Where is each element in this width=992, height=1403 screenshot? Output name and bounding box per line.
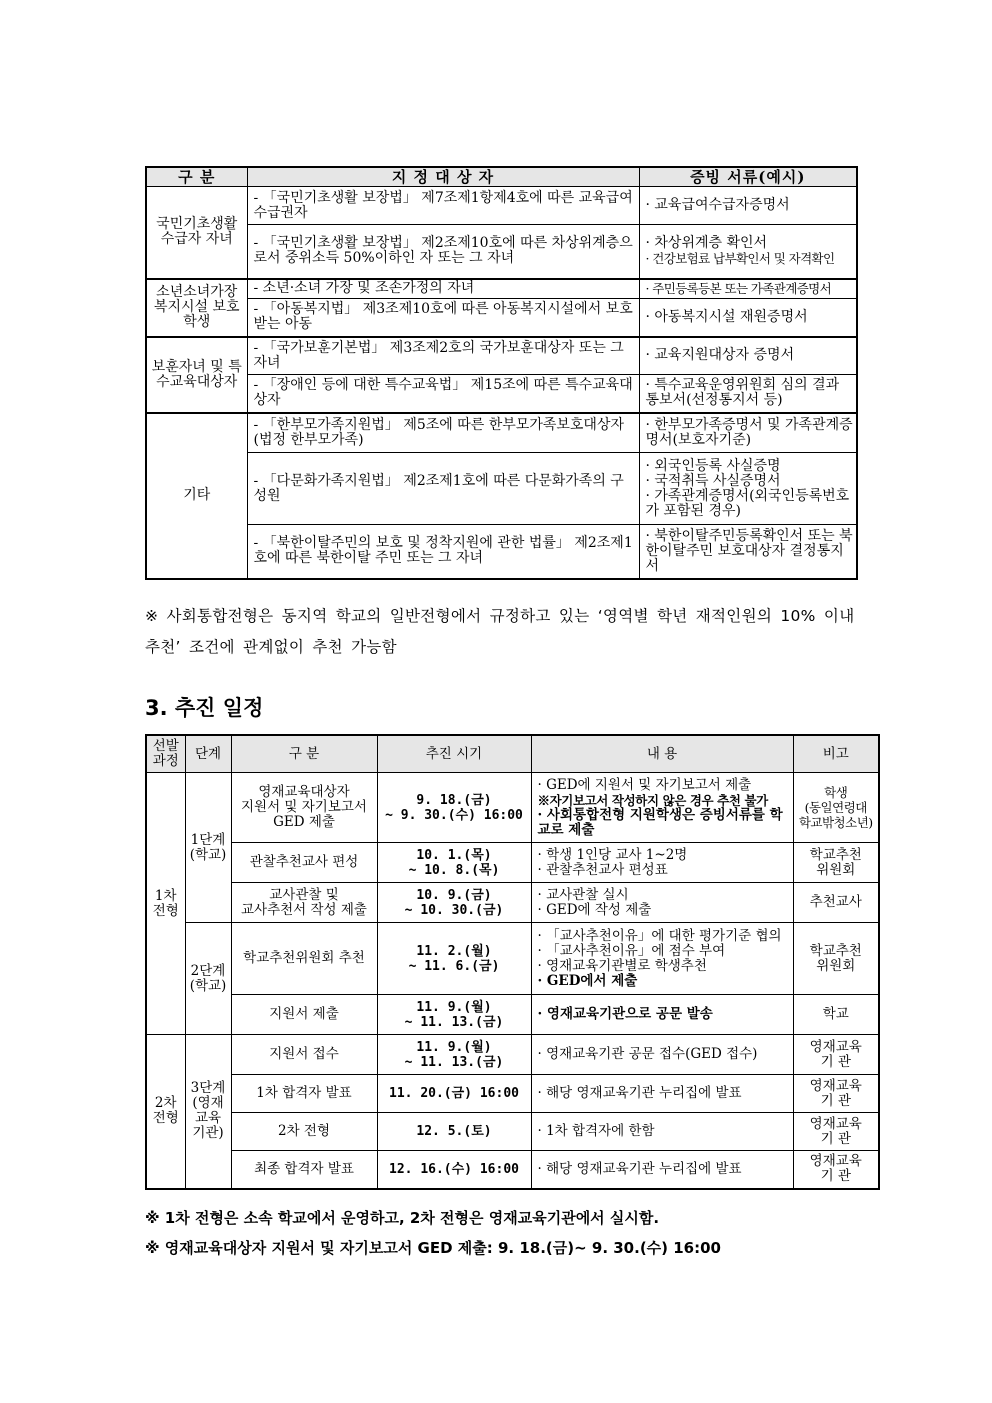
item-cell: 관찰추천교사 편성 bbox=[231, 843, 377, 883]
target-cell: - 「아동복지법」 제3조제10호에 따른 아동복지시설에서 보호받는 아동 bbox=[247, 299, 639, 337]
content-cell bbox=[531, 995, 793, 1035]
content-line: · 학생 1인당 교사 1~2명 bbox=[537, 846, 688, 863]
header-category: 구 분 bbox=[146, 167, 247, 187]
item-cell: 영재교육대상자 지원서 및 자기보고서 GED 제출 bbox=[231, 773, 377, 843]
eligibility-table-header bbox=[146, 167, 857, 187]
period-cell: 11. 2.(월) ~ 11. 6.(금) bbox=[377, 923, 531, 995]
category-cell: 국민기초생활 수급자 자녀 bbox=[146, 187, 247, 279]
table-row bbox=[146, 279, 857, 299]
docs-cell bbox=[639, 375, 857, 413]
period-cell: 12. 5.(토) bbox=[377, 1113, 531, 1151]
content-line: · 영재교육기관으로 공문 발송 bbox=[537, 1006, 713, 1022]
content-line: · 사회통합전형 지원학생은 증빙서류를 학교로 제출 bbox=[537, 806, 783, 838]
content-line: · 1차 합격자에 한함 bbox=[537, 1123, 655, 1139]
table-row bbox=[146, 413, 857, 453]
header-period: 추진 시기 bbox=[377, 735, 531, 773]
footnote-2: ※ 영재교육대상자 지원서 및 자기보고서 GED 제출: 9. 18.(금)~ 9. 30.(수) 16:00 bbox=[145, 1239, 721, 1257]
header-process bbox=[146, 735, 185, 773]
content-line: · GED에 지원서 및 자기보고서 제출 bbox=[537, 776, 752, 793]
section-title: 3. 추진 일정 bbox=[145, 696, 264, 720]
table-row bbox=[146, 1075, 879, 1113]
schedule-table bbox=[145, 734, 880, 1190]
table-row bbox=[146, 995, 879, 1035]
table-row bbox=[146, 187, 857, 225]
eligibility-table bbox=[145, 166, 858, 580]
stage-cell: 1차 전형 bbox=[146, 773, 185, 1035]
period-cell: 11. 9.(월) ~ 11. 13.(금) bbox=[377, 995, 531, 1035]
content-cell bbox=[531, 1151, 793, 1189]
target-cell: - 「국민기초생활 보장법」 제2조제10호에 따른 차상위계층으로서 중위소득 50%이하인 자 또는 그 자녀 bbox=[247, 225, 639, 279]
item-cell: 최종 합격자 발표 bbox=[231, 1151, 377, 1189]
remark-cell: 영재교육 기 관 bbox=[793, 1151, 879, 1189]
doc-line: · 한부모가족증명서 및 가족관계증명서(보호자기준) bbox=[645, 416, 853, 448]
content-line: ※자기보고서 작성하지 않은 경우 추천 불가 bbox=[537, 792, 768, 808]
category-cell: 보훈자녀 및 특수교육대상자 bbox=[146, 337, 247, 413]
content-line: · 영재교육기관 공문 접수(GED 접수) bbox=[537, 1046, 758, 1062]
remark-cell: 영재교육 기 관 bbox=[793, 1035, 879, 1075]
content-line: · GED에서 제출 bbox=[537, 972, 638, 989]
doc-line: · 가족관계증명서(외국인등록번호가 포함된 경우) bbox=[645, 487, 850, 519]
table-row bbox=[146, 453, 857, 525]
docs-cell bbox=[639, 187, 857, 225]
schedule-table-header bbox=[146, 735, 879, 773]
item-cell: 1차 합격자 발표 bbox=[231, 1075, 377, 1113]
content-cell bbox=[531, 923, 793, 995]
doc-line: · 교육지원대상자 증명서 bbox=[645, 347, 795, 364]
table-row bbox=[146, 883, 879, 923]
header-target: 지 정 대 상 자 bbox=[247, 167, 639, 187]
table-row bbox=[146, 1113, 879, 1151]
docs-cell bbox=[639, 225, 857, 279]
content-cell bbox=[531, 843, 793, 883]
table-row bbox=[146, 337, 857, 375]
doc-line: · 차상위계층 확인서 bbox=[645, 235, 768, 252]
doc-line: · 국적취득 사실증명서 bbox=[645, 472, 781, 489]
doc-line: · 특수교육운영위원회 심의 결과 통보서(선정통지서 등) bbox=[645, 377, 840, 409]
header-process-label: 선발 과정 bbox=[152, 738, 179, 769]
target-cell: - 「장애인 등에 대한 특수교육법」 제15조에 따른 특수교육대상자 bbox=[247, 375, 639, 413]
table-row bbox=[146, 225, 857, 279]
content-line: · 해당 영재교육기관 누리집에 발표 bbox=[537, 1160, 742, 1177]
item-cell: 학교추천위원회 추천 bbox=[231, 923, 377, 995]
remark-cell: 학교추천 위원회 bbox=[793, 923, 879, 995]
docs-cell bbox=[639, 453, 857, 525]
doc-line: · 북한이탈주민등록확인서 또는 북한이탈주민 보호대상자 결정통지서 bbox=[645, 527, 853, 574]
table-row bbox=[146, 923, 879, 995]
content-line: · GED에 작성 제출 bbox=[537, 901, 652, 918]
target-cell: - 「북한이탈주민의 보호 및 정착지원에 관한 법률」 제2조제1호에 따른 북한이탈 주민 또는 그 자녀 bbox=[247, 525, 639, 579]
period-cell: 11. 20.(금) 16:00 bbox=[377, 1075, 531, 1113]
target-cell: - 「국민기초생활 보장법」 제7조제1항제4호에 따른 교육급여 수급권자 bbox=[247, 187, 639, 225]
period-cell: 10. 1.(목) ~ 10. 8.(목) bbox=[377, 843, 531, 883]
step-cell: 2단계 (학교) bbox=[185, 923, 231, 1035]
content-cell bbox=[531, 773, 793, 843]
target-cell: - 소년·소녀 가장 및 조손가정의 자녀 bbox=[247, 279, 639, 299]
content-line: · 「교사추천이유」에 대한 평가기준 협의 bbox=[537, 927, 782, 944]
period-cell: 10. 9.(금) ~ 10. 30.(금) bbox=[377, 883, 531, 923]
item-cell: 2차 전형 bbox=[231, 1113, 377, 1151]
header-step: 단계 bbox=[185, 735, 231, 773]
doc-line: · 건강보험료 납부확인서 및 자격확인 bbox=[645, 251, 835, 267]
table-row bbox=[146, 525, 857, 579]
table-row bbox=[146, 773, 879, 843]
header-remark: 비고 bbox=[793, 735, 879, 773]
doc-line: · 주민등록등본 또는 가족관계증명서 bbox=[645, 281, 832, 297]
docs-cell bbox=[639, 337, 857, 375]
remark-cell: 추천교사 bbox=[793, 883, 879, 923]
header-content: 내 용 bbox=[531, 735, 793, 773]
content-cell bbox=[531, 1075, 793, 1113]
docs-cell bbox=[639, 299, 857, 337]
item-cell: 지원서 접수 bbox=[231, 1035, 377, 1075]
doc-line: · 외국인등록 사실증명 bbox=[645, 457, 781, 474]
stage-cell: 2차 전형 bbox=[146, 1035, 185, 1189]
item-cell: 교사관찰 및 교사추천서 작성 제출 bbox=[231, 883, 377, 923]
remark-cell: 영재교육 기 관 bbox=[793, 1113, 879, 1151]
remark-cell: 영재교육 기 관 bbox=[793, 1075, 879, 1113]
remark-cell: 학교추천 위원회 bbox=[793, 843, 879, 883]
target-cell: - 「다문화가족지원법」 제2조제1호에 따른 다문화가족의 구성원 bbox=[247, 453, 639, 525]
remark-cell: 학생 (동일연령대 학교밖청소년) bbox=[793, 773, 879, 843]
doc-line: · 교육급여수급자증명서 bbox=[645, 197, 790, 213]
content-line: · 영재교육기관별로 학생추천 bbox=[537, 957, 707, 974]
item-cell: 지원서 제출 bbox=[231, 995, 377, 1035]
period-cell: 12. 16.(수) 16:00 bbox=[377, 1151, 531, 1189]
content-cell bbox=[531, 1113, 793, 1151]
social-integration-note: ※ 사회통합전형은 동지역 학교의 일반전형에서 규정하고 있는 ‘영역별 학년 재적인원의 10% 이내 추천’ 조건에 관계없이 추천 가능함 bbox=[145, 607, 855, 656]
table-row bbox=[146, 1151, 879, 1189]
footnote-1: ※ 1차 전형은 소속 학교에서 운영하고, 2차 전형은 영재교육기관에서 실시함. bbox=[145, 1209, 660, 1227]
content-cell bbox=[531, 883, 793, 923]
category-cell: 기타 bbox=[146, 413, 247, 579]
table-row bbox=[146, 299, 857, 337]
remark-cell: 학교 bbox=[793, 995, 879, 1035]
header-item: 구 분 bbox=[231, 735, 377, 773]
docs-cell bbox=[639, 413, 857, 453]
period-cell: 9. 18.(금) ~ 9. 30.(수) 16:00 bbox=[377, 773, 531, 843]
table-row bbox=[146, 1035, 879, 1075]
table-row bbox=[146, 843, 879, 883]
content-line: · 관찰추천교사 편성표 bbox=[537, 861, 668, 878]
table-row bbox=[146, 375, 857, 413]
target-cell: - 「한부모가족지원법」 제5조에 따른 한부모가족보호대상자(법정 한부모가족) bbox=[247, 413, 639, 453]
step-cell: 1단계 (학교) bbox=[185, 773, 231, 923]
content-line: · 교사관찰 실시 bbox=[537, 886, 629, 903]
content-line: · 해당 영재교육기관 누리집에 발표 bbox=[537, 1085, 742, 1101]
content-cell bbox=[531, 1035, 793, 1075]
category-cell: 소년소녀가장 복지시설 보호학생 bbox=[146, 279, 247, 337]
content-line: · 「교사추천이유」에 점수 부여 bbox=[537, 942, 726, 959]
step-cell: 3단계 (영재 교육 기관) bbox=[185, 1035, 231, 1189]
header-docs: 증빙 서류(예시) bbox=[639, 167, 857, 187]
target-cell: - 「국가보훈기본법」 제3조제2호의 국가보훈대상자 또는 그 자녀 bbox=[247, 337, 639, 375]
docs-cell bbox=[639, 525, 857, 579]
doc-line: · 아동복지시설 재원증명서 bbox=[645, 308, 808, 325]
period-cell: 11. 9.(월) ~ 11. 13.(금) bbox=[377, 1035, 531, 1075]
docs-cell bbox=[639, 279, 857, 299]
